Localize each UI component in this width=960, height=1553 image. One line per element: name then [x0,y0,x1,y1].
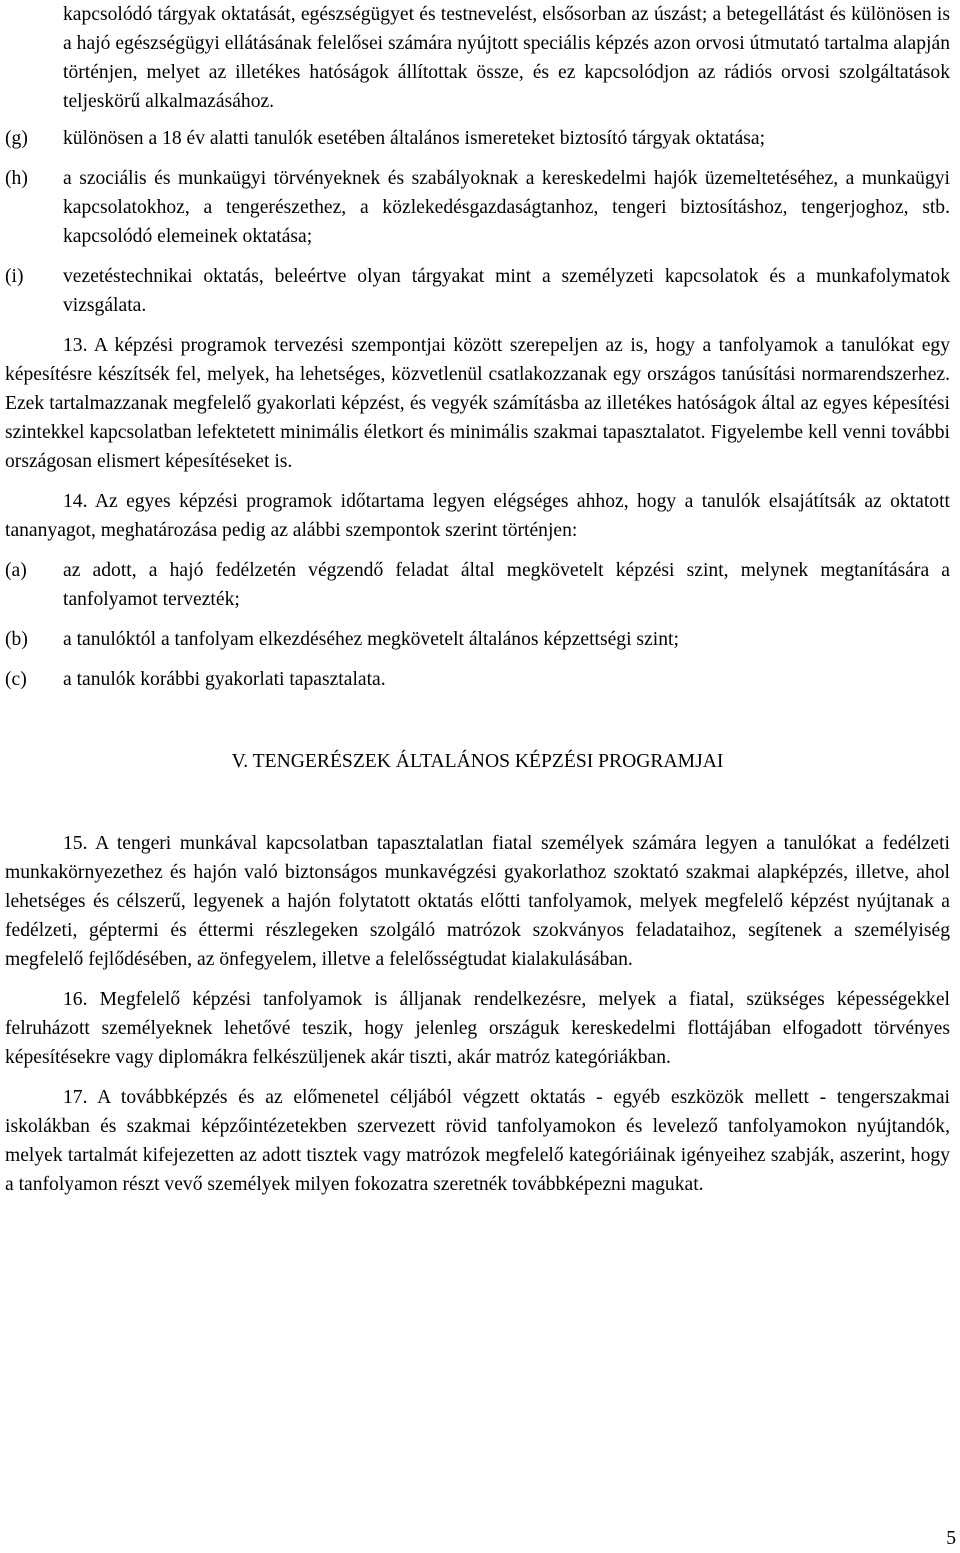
list-item-label: (b) [5,629,28,650]
list-item-b [5,625,950,654]
page-number: 5 [946,1528,956,1549]
list-item-c [5,665,950,694]
list-item-text: az adott, a hajó fedélzetén végzendő feladat által megkövetelt képzési szint, melynek megtanítására a tanfolyamot tervezték; [63,560,950,610]
list-item-i [5,262,950,320]
list-item-label: (g) [5,128,28,149]
list-item-text: különösen a 18 év alatti tanulók esetében általános ismereteket biztosító tárgyak oktatása; [63,128,766,149]
list-item-text: vezetéstechnikai oktatás, beleértve olyan tárgyakat mint a személyzeti kapcsolatok és a munkafolymatok vizsgálata. [63,266,950,316]
paragraph-15: 15. A tengeri munkával kapcsolatban tapasztalatlan fiatal személyek számára legyen a tanulókat a fedélzeti munkakörnyezethez és hajón való biztonságos munkavégzési gyakorlathoz szoktató szakmai alapképzés, illetve, ahol lehetséges és célszerű, legyenek a hajón folytatott oktatás előtti tanfolyamok, melyek megfelelő képzést nyújtanak a fedélzeti, géptermi és éttermi részlegeken szolgáló matrózok szokványos feladataihoz, segítenek a személyiség megfelelő fejlődésében, az önfegyelem, illetve a felelősségtudat kialakulásában. [5,833,950,970]
list-item-label: (i) [5,266,24,287]
list-item-h [5,164,950,251]
document-page [5,0,950,1199]
continuation-paragraph: kapcsolódó tárgyak oktatását, egészségügyet és testnevelést, elsősorban az úszást; a betegellátást és különösen is a hajó egészségügyi ellátásának felelősei számára nyújtott speciális képzés azon orvosi útmutató tartalma alapján történjen, melyet az illetékes hatóságok állítottak össze, és ez kapcsolódjon az rádiós orvosi szolgáltatások teljeskörű alkalmazásához. [63,4,950,112]
list-item-text: a tanulók korábbi gyakorlati tapasztalata. [63,669,386,690]
paragraph-17: 17. A továbbképzés és az előmenetel céljából végzett oktatás - egyéb eszközök mellett - tengerszakmai iskolákban és szakmai képzőintézetekben szervezett rövid tanfolyamokon és levelező tanfolyamokon nyújtandók, melyek tartalmát kifejezetten az adott tisztek vagy matrózok megfelelő kategóriáinak igényeihez szabják, aszerint, hogy a tanfolyamon részt vevő személyek milyen fokozatra szeretnék továbbképezni magukat. [5,1087,950,1195]
list-item-a [5,556,950,614]
paragraph-16: 16. Megfelelő képzési tanfolyamok is álljanak rendelkezésre, melyek a fiatal, szükséges képességekkel felruházott személyeknek lehetővé teszik, hogy jelenleg országuk kereskedelmi flottájában elfogadott törvényes képesítésekre vagy diplomákra felkészüljenek akár tiszti, akár matróz kategóriákban. [5,989,950,1068]
item-list-first [5,124,950,320]
paragraph-14: 14. Az egyes képzési programok időtartama legyen elégséges ahhoz, hogy a tanulók elsajátítsák az oktatott tananyagot, meghatározása pedig az alábbi szempontok szerint történjen: [5,491,950,541]
paragraph-13: 13. A képzési programok tervezési szempontjai között szerepeljen az is, hogy a tanfolyamok a tanulókat egy képesítésre készítsék fel, melyek, ha lehetséges, közvetlenül csatlakozzanak egy országos tanúsítási normarendszerhez. Ezek tartalmazzanak megfelelő gyakorlati képzést, és vegyék számításba az illetékes hatóságok által az egyes képesítési szintekkel kapcsolatban lefektetett minimális életkort és minimális szakmai tapasztalatot. Figyelembe kell venni további országosan elismert képesítéseket is. [5,335,950,472]
section-heading: V. TENGERÉSZEK ÁLTALÁNOS KÉPZÉSI PROGRAMJAI [231,751,724,772]
list-item-label: (c) [5,669,27,690]
list-item-text: a szociális és munkaügyi törvényeknek és szabályoknak a kereskedelmi hajók üzemeltetéséhez, a munkaügyi kapcsolatokhoz, a tengerészethez, a közlekedésgazdaságtanhoz, tengeri biztosításhoz, tengerjoghoz, stb. kapcsolódó elemeinek oktatása; [63,168,950,247]
list-item-text: a tanulóktól a tanfolyam elkezdéséhez megkövetelt általános képzettségi szint; [63,629,679,650]
item-list-second [5,556,950,694]
list-item-label: (a) [5,560,27,581]
list-item-g [5,124,950,153]
list-item-label: (h) [5,168,28,189]
